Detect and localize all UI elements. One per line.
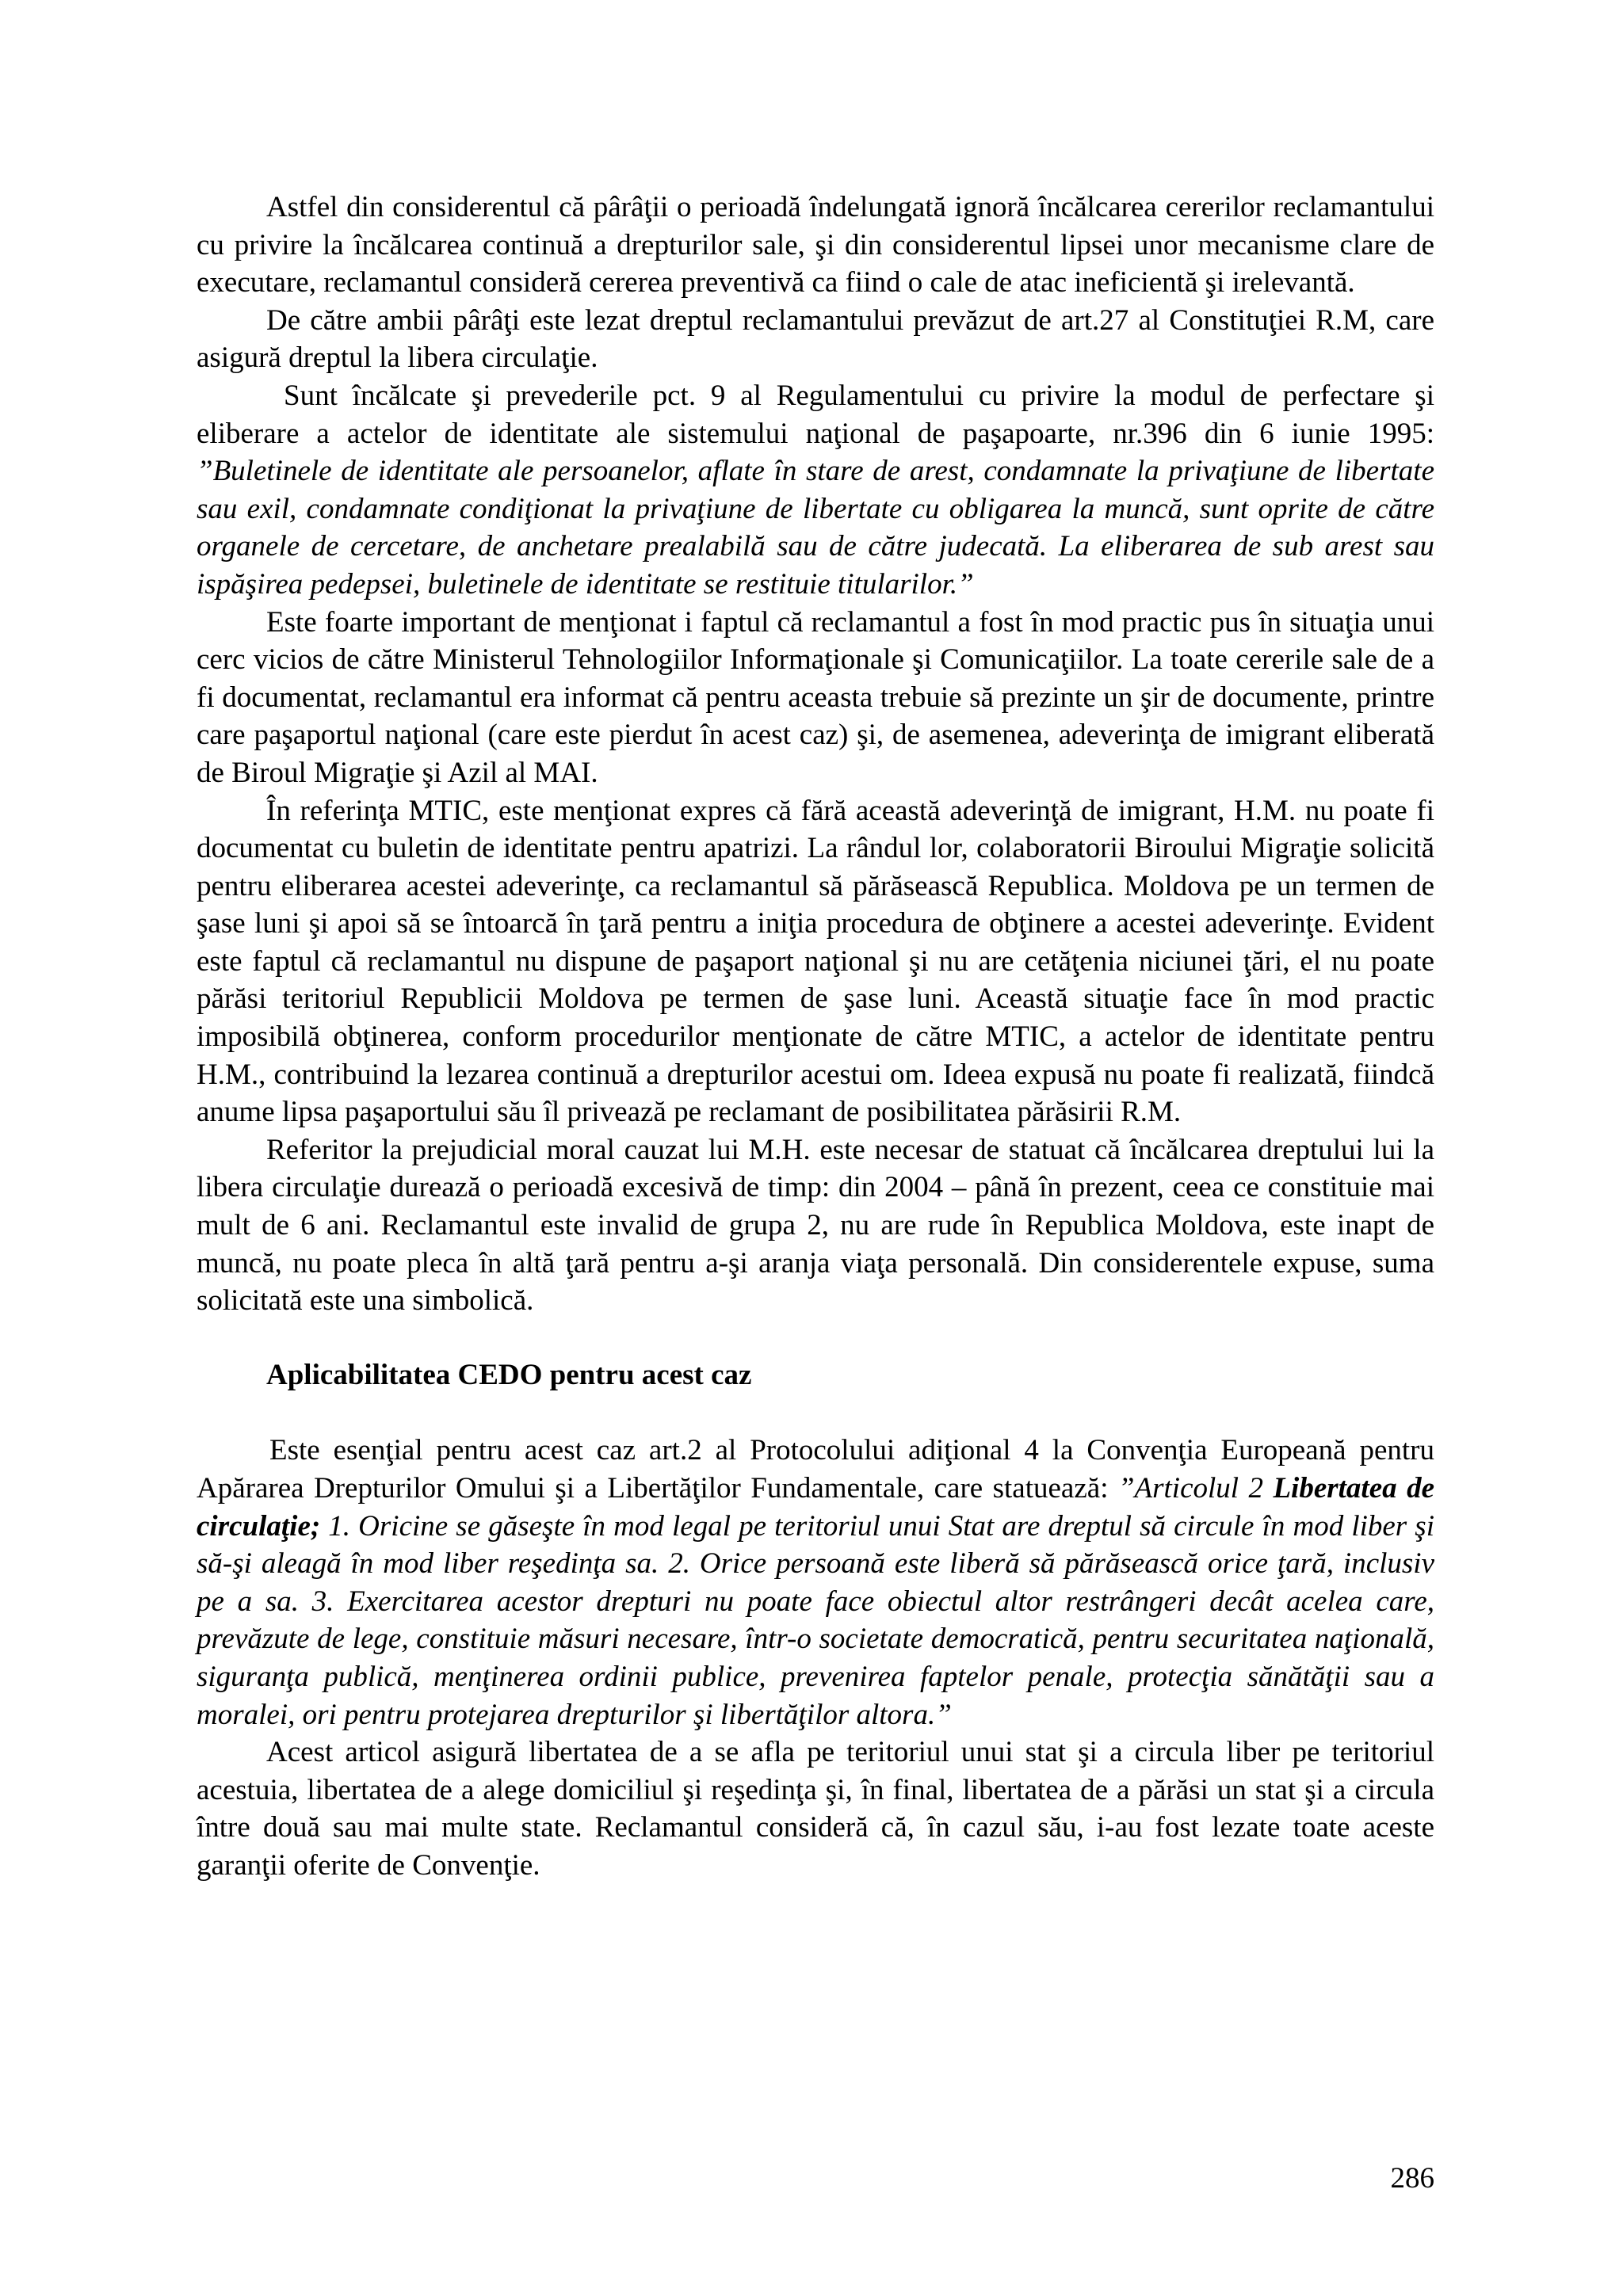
bold-italic-span: Libertatea de circulaţie; [197,1472,1435,1543]
paragraph-4 [197,604,1434,792]
italic-span: ”Buletinele de identitate ale persoanelor, aflate în stare de arest, condamnate la privaţiune de libertate sau exil, condamnate condiţionat la privaţiune de libertate cu obligarea la muncă, sunt oprite de către organele de cercetare, de anchetare prealabilă sau de către judecată. La eliberarea de sub arest sau ispăşirea pedepsei, buletinele de identitate se restituie titularilor.” [197,455,1434,601]
paragraph-5 [197,792,1434,1131]
italic-span: ”Articolul 2 [1117,1472,1274,1505]
paragraph-6 [197,1131,1434,1320]
text-span: Este esenţial pentru acest caz art.2 al Protocolului adiţional 4 la Convenţia Europeană pentru Apărarea Drepturilor Omului şi a Libertăţilor Fundamentale, care statuează: [197,1434,1434,1505]
section-heading: Aplicabilitatea CEDO pentru acest caz [266,1358,752,1391]
paragraph-8 [197,1733,1434,1884]
italic-span: 1. Oricine se găseşte în mod legal pe teritoriul unui Stat are dreptul să circule în mod liber şi să-şi aleagă în mod liber reşedinţa sa. 2. Orice persoană este liberă să părăsească orice ţară, inclusiv pe a sa. 3. Exercitarea acestor drepturi nu poate face obiectul altor restrângeri decât acelea care, prevăzute de lege, constituie măsuri necesare, într-o societate democratică, pentru securitatea naţională, siguranţa publică, menţinerea ordinii publice, prevenirea faptelor penale, protecţia sănătăţii sau a moralei, ori pentru protejarea drepturilor şi libertăţilor altora.” [197,1509,1434,1731]
paragraph-3 [197,377,1434,604]
text-span: Sunt încălcate şi prevederile pct. 9 al Regulamentului cu privire la modul de perfectare şi eliberare a actelor de identitate ale sistemului naţional de paşapoarte, nr.396 din 6 iunie 1995: [197,379,1434,450]
text-span: În referinţa MTIC, este menţionat expres că fără această adeverinţă de imigrant, H.M. nu poate fi documentat cu buletin de identitate pentru apatrizi. La rândul lor, colaboratorii Biroului Migraţie solicită pentru eliberarea acestei adeverinţe, ca reclamantul să părăsească Republica. Moldova pe un termen de şase luni şi apoi să se întoarcă în ţară pentru a iniţia procedura de obţinere a acestei adeverinţe. Evident este faptul că reclamantul nu dispune de paşaport naţional şi nu are cetăţenia niciunei ţări, el nu poate părăsi teritoriul Republicii Moldova pe termen de şase luni. Această situaţie face în mod practic imposibilă obţinerea, conform procedurilor menţionate de către MTIC, a actelor de identitate pentru H.M., contribuind la lezarea continuă a drepturilor acestui om. Ideea expusă nu poate fi realizată, fiindcă anume lipsa paşaportului său îl privează pe reclamant de posibilitatea părăsirii R.M. [197,794,1434,1129]
document-page [197,189,1434,1885]
text-span: Este foarte important de menţionat i faptul că reclamantul a fost în mod practic pus în situaţia unui cerc vicios de către Ministerul Tehnologiilor Informaţionale şi Comunicaţiilor. La toate cererile sale de a fi documentat, reclamantul era informat că pentru aceasta trebuie să prezinte un şir de documente, printre care paşaportul naţional (care este pierdut în acest caz) şi, de asemenea, adeverinţa de imigrant eliberată de Biroul Migraţie şi Azil al MAI. [197,605,1434,789]
body-section-2 [197,1432,1434,1884]
text-span: Acest articol asigură libertatea de a se afla pe teritoriul unui stat şi a circula liber pe teritoriul acestuia, libertatea de a alege domiciliul şi reşedinţa şi, în final, libertatea de a părăsi un stat şi a circula între două sau mai multe state. Reclamantul consideră că, în cazul său, i-au fost lezate toate aceste garanţii oferite de Convenţie. [197,1736,1434,1882]
paragraph-1 [197,189,1434,302]
paragraph-7 [197,1432,1434,1733]
text-span: Astfel din considerentul că pârâţii o perioadă îndelungată ignoră încălcarea cererilor reclamantului cu privire la încălcarea continuă a drepturilor sale, şi din considerentul lipsei unor mecanisme clare de executare, reclamantul consideră cererea preventivă ca fiind o cale de atac ineficientă şi irelevantă. [197,191,1434,299]
body-section-1 [197,189,1434,1320]
text-span: Referitor la prejudicial moral cauzat lui M.H. este necesar de statuat că încălcarea dreptului lui la libera circulaţie durează o perioadă excesivă de timp: din 2004 – până în prezent, ceea ce constituie mai mult de 6 ani. Reclamantul este invalid de grupa 2, nu are rude în Republica Moldova, este inapt de muncă, nu poate pleca în altă ţară pentru a-şi aranja viaţa personală. Din considerentele expuse, suma solicitată este una simbolică. [197,1133,1434,1318]
page-number: 286 [1390,2162,1434,2195]
paragraph-2 [197,302,1434,377]
text-span: De către ambii pârâţi este lezat dreptul reclamantului prevăzut de art.27 al Constituţiei R.M, care asigură dreptul la libera circulaţie. [197,303,1434,375]
